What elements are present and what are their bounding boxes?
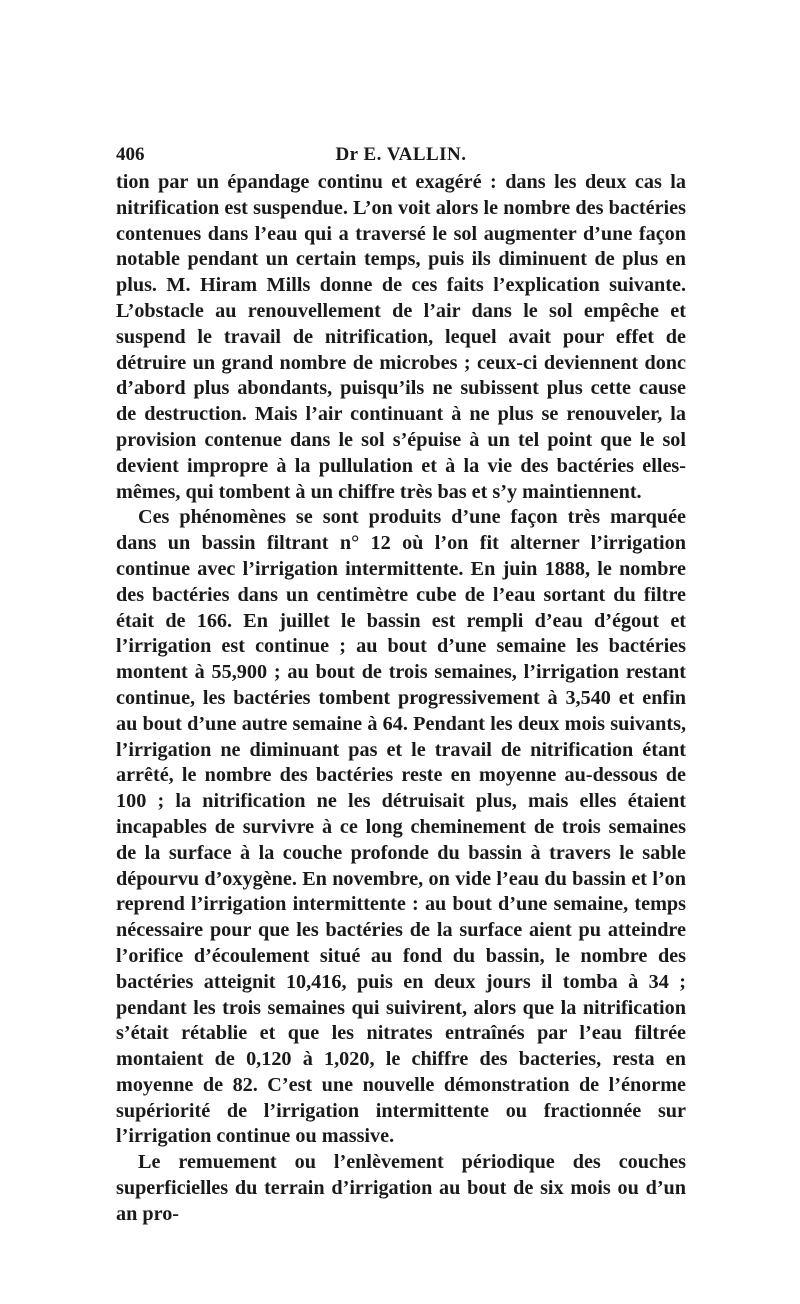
running-head [116, 140, 686, 170]
paragraph-remuement: Le remuement ou l’enlèvement périodique des couches superficielles du terrain d’irrigation au bout de six mois ou d’un an pro- [116, 1151, 686, 1225]
running-title: Dr E. VALLIN. [335, 144, 467, 165]
body-text [116, 170, 686, 1228]
page-number: 406 [116, 144, 145, 165]
paragraph-bassin-filtrant: Ces phénomènes se sont produits d’une façon très marquée dans un bassin filtrant n° 12 où l’on fit alterner l’irrigation continue avec l’irrigation intermittente. En juin 1888, le nombre des bactéries dans un centimètre cube de l’eau sortant du filtre était de 166. En juillet le bassin est rempli d’eau d’égout et l’irrigation est continue ; au bout d’une semaine les bactéries montent à 55,900 ; au bout de trois semaines, l’irrigation restant continue, les bactéries tombent progressivement à 3,540 et enfin au bout d’une autre semaine à 64. Pendant les deux mois suivants, l’irrigation ne diminuant pas et le travail de nitrification étant arrêté, le nombre des bactéries reste en moyenne au-dessous de 100 ; la nitrification ne les détruisait plus, mais elles étaient incapables de survivre à ce long cheminement de trois semaines de la surface à la couche profonde du bassin à travers le sable dépourvu d’oxygène. En novembre, on vide l’eau du bassin et l’on reprend l’irrigation intermittente : au bout d’une semaine, temps nécessaire pour que les bactéries de la surface aient pu atteindre l’orifice d’écoulement situé au fond du bassin, le nombre des bactéries atteignit 10,416, puis en deux jours il tomba à 34 ; pendant les trois semaines qui suivirent, alors que la nitrification s’était rétablie et que les nitrates entraînés par l’eau filtrée montaient de 0,120 à 1,020, le chiffre des bacteries, resta en moyenne de 82. C’est une nouvelle démonstration de l’énorme supériorité de l’irrigation intermittente ou fractionnée sur l’irrigation continue ou massive. [116, 506, 686, 1148]
paragraph-continued: tion par un épandage continu et exagéré : dans les deux cas la nitrification est suspendue. L’on voit alors le nombre des bactéries contenues dans l’eau qui a traversé le sol augmenter d’une façon notable pendant un certain temps, puis ils diminuent de plus en plus. M. Hiram Mills donne de ces faits l’explication suivante. L’obstacle au renouvellement de l’air dans le sol empêche et suspend le travail de nitrification, lequel avait pour effet de détruire un grand nombre de microbes ; ceux-ci deviennent donc d’abord plus abondants, puisqu’ils ne subissent plus cette cause de destruction. Mais l’air continuant à ne plus se renouveler, la provision contenue dans le sol s’épuise à un tel point que le sol devient impropre à la pullulation et à la vie des bactéries elles-mêmes, qui tombent à un chiffre très bas et s’y maintiennent. [116, 171, 686, 503]
book-page [116, 140, 686, 1228]
